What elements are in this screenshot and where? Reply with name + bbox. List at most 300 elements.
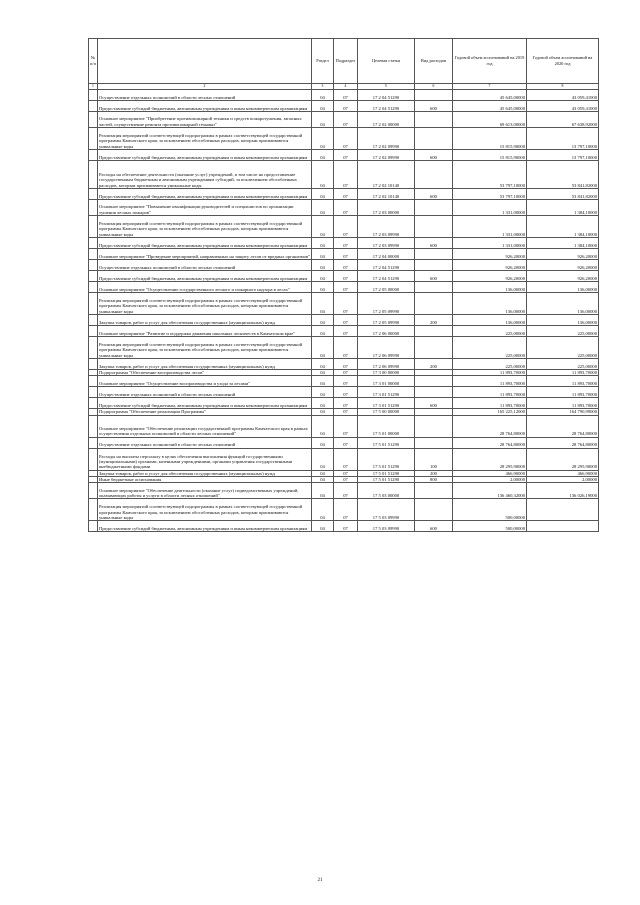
row-exp-type xyxy=(415,161,453,189)
table-row xyxy=(89,128,599,150)
row-subsection: 07 xyxy=(334,415,358,437)
row-name: Предоставление субсидий бюджетным, автономным учреждениям и иным некоммерческим организациям xyxy=(98,521,312,532)
row-section: 04 xyxy=(312,128,334,150)
row-section: 04 xyxy=(312,337,334,359)
header-exp-type: Вид расходов xyxy=(415,39,453,84)
row-target: 17 3 00 00000 xyxy=(358,370,415,376)
row-section: 04 xyxy=(312,476,334,482)
row-exp-type: 200 xyxy=(415,470,453,476)
row-number xyxy=(89,271,98,282)
row-target: 17 5 01 00000 xyxy=(358,415,415,437)
row-name: Основное мероприятие "Осуществление воспроизводства и ухода за лесами" xyxy=(98,376,312,387)
table-row xyxy=(89,409,599,415)
row-name: Основное мероприятие "Обеспечение деятельности (оказание услуг) подведомственных учреждений, оказывающих работы и услуги в области лесных отношений" xyxy=(98,483,312,499)
header-num: № п/п xyxy=(89,39,98,84)
row-name: Реализация мероприятий соответствующей подпрограммы в рамках соответствующей государственной программы Камчатского края, за исключением обособленных расходов, которым присваиваются уникальные коды xyxy=(98,337,312,359)
row-value-2019: 225,00000 xyxy=(453,326,527,337)
row-subsection: 07 xyxy=(334,293,358,315)
row-value-2020: 11 893,70000 xyxy=(527,376,599,387)
row-number xyxy=(89,260,98,271)
row-section: 04 xyxy=(312,189,334,200)
row-subsection: 07 xyxy=(334,112,358,128)
column-number: 1 xyxy=(89,84,98,90)
row-value-2019: 11 893,70000 xyxy=(453,370,527,376)
row-name: Предоставление субсидий бюджетным, автономным учреждениям и иным некоммерческим организациям xyxy=(98,238,312,249)
table-row xyxy=(89,370,599,376)
table-row xyxy=(89,90,599,101)
row-value-2020: 28 764,80000 xyxy=(527,415,599,437)
row-value-2020: 43 059,41000 xyxy=(527,90,599,101)
row-subsection: 07 xyxy=(334,337,358,359)
row-value-2020: 225,00000 xyxy=(527,326,599,337)
row-target: 17 5 00 00000 xyxy=(358,409,415,415)
table-row xyxy=(89,150,599,161)
row-section: 04 xyxy=(312,90,334,101)
row-section: 04 xyxy=(312,470,334,476)
row-subsection: 07 xyxy=(334,483,358,499)
row-name: Закупка товаров, работ и услуг для обеспечения государственных (муниципальных) нужд xyxy=(98,315,312,326)
row-target: 17 2 06 00000 xyxy=(358,326,415,337)
table-row xyxy=(89,387,599,398)
row-target: 17 2 03 09990 xyxy=(358,216,415,238)
row-name: Осуществление отдельных полномочий в области лесных отношений xyxy=(98,90,312,101)
table-row xyxy=(89,282,599,293)
row-number xyxy=(89,499,98,521)
header-2020: Годовой объем ассигнований на 2020 год xyxy=(527,39,599,84)
row-target: 17 3 01 51290 xyxy=(358,398,415,409)
header-name xyxy=(98,39,312,84)
row-section: 04 xyxy=(312,521,334,532)
row-subsection: 07 xyxy=(334,476,358,482)
row-section: 04 xyxy=(312,161,334,189)
row-value-2019: 136,00000 xyxy=(453,315,527,326)
row-target: 17 5 01 51290 xyxy=(358,470,415,476)
row-section: 04 xyxy=(312,483,334,499)
row-value-2020: 225,00000 xyxy=(527,337,599,359)
row-value-2019: 500,00000 xyxy=(453,521,527,532)
row-section: 04 xyxy=(312,359,334,370)
row-target: 17 2 05 00000 xyxy=(358,282,415,293)
table-row xyxy=(89,437,599,448)
table-row xyxy=(89,376,599,387)
row-target: 17 5 01 51290 xyxy=(358,437,415,448)
row-section: 04 xyxy=(312,150,334,161)
row-exp-type: 600 xyxy=(415,150,453,161)
table-row xyxy=(89,271,599,282)
row-number xyxy=(89,161,98,189)
table-row xyxy=(89,260,599,271)
row-value-2020: 28 295,90000 xyxy=(527,448,599,470)
table-row xyxy=(89,359,599,370)
row-number xyxy=(89,101,98,112)
row-target: 17 2 02 09990 xyxy=(358,128,415,150)
row-target: 17 2 04 51290 xyxy=(358,90,415,101)
row-value-2019: 45 645,00000 xyxy=(453,90,527,101)
row-subsection: 07 xyxy=(334,101,358,112)
row-name: Закупка товаров, работ и услуг для обеспечения государственных (муниципальных) нужд xyxy=(98,470,312,476)
column-number: 8 xyxy=(527,84,599,90)
table-header-row xyxy=(89,39,599,84)
row-section: 04 xyxy=(312,293,334,315)
row-value-2020: 164 790,99000 xyxy=(527,409,599,415)
row-name: Основное мероприятие "Обеспечение реализации государственной программы Камчатского края в рамках осуществления отдельных полномочий в области лесных отношений" xyxy=(98,415,312,437)
row-target: 17 5 03 09990 xyxy=(358,521,415,532)
row-section: 04 xyxy=(312,387,334,398)
table-row xyxy=(89,315,599,326)
row-target: 17 2 04 51290 xyxy=(358,260,415,271)
row-subsection: 07 xyxy=(334,216,358,238)
row-number xyxy=(89,448,98,470)
row-exp-type: 600 xyxy=(415,238,453,249)
row-value-2019: 45 645,00000 xyxy=(453,101,527,112)
row-exp-type: 600 xyxy=(415,398,453,409)
table-row xyxy=(89,189,599,200)
row-number xyxy=(89,200,98,216)
row-exp-type xyxy=(415,216,453,238)
row-value-2020: 136,00000 xyxy=(527,315,599,326)
row-value-2019: 11 893,70000 xyxy=(453,376,527,387)
row-value-2019: 926,20000 xyxy=(453,260,527,271)
row-section: 04 xyxy=(312,437,334,448)
row-target: 17 2 06 09990 xyxy=(358,337,415,359)
row-value-2020: 13 797,10000 xyxy=(527,128,599,150)
row-section: 04 xyxy=(312,216,334,238)
row-section: 04 xyxy=(312,260,334,271)
row-subsection: 07 xyxy=(334,249,358,260)
row-value-2020: 136 026,19000 xyxy=(527,483,599,499)
row-exp-type: 800 xyxy=(415,476,453,482)
row-name: Предоставление субсидий бюджетным, автономным учреждениям и иным некоммерческим организациям xyxy=(98,398,312,409)
row-exp-type xyxy=(415,293,453,315)
row-target: 17 3 01 51290 xyxy=(358,387,415,398)
row-value-2019: 1 331,00000 xyxy=(453,238,527,249)
table-row xyxy=(89,161,599,189)
row-value-2019: 136 460,32000 xyxy=(453,483,527,499)
row-subsection: 07 xyxy=(334,521,358,532)
row-section: 04 xyxy=(312,326,334,337)
row-number xyxy=(89,387,98,398)
row-section: 04 xyxy=(312,409,334,415)
row-name: Основное мероприятие "Осуществление государственного лесного и пожарного надзора в лесах" xyxy=(98,282,312,293)
row-number xyxy=(89,521,98,532)
row-value-2020: 43 059,41000 xyxy=(527,101,599,112)
row-name: Основное мероприятие "Проведение мероприятий, направленных на защиту лесов от вредных организмов" xyxy=(98,249,312,260)
table-row xyxy=(89,216,599,238)
row-exp-type: 600 xyxy=(415,189,453,200)
row-name: Основное мероприятие "Приобретение противопожарной техники и средств пожаротушения, запасных частей, осуществление ремонта противопожарной техники" xyxy=(98,112,312,128)
row-target: 17 5 03 09990 xyxy=(358,499,415,521)
row-subsection: 07 xyxy=(334,271,358,282)
row-exp-type: 200 xyxy=(415,315,453,326)
row-name: Предоставление субсидий бюджетным, автономным учреждениям и иным некоммерческим организациям xyxy=(98,101,312,112)
row-name: Осуществление отдельных полномочий в области лесных отношений xyxy=(98,437,312,448)
header-2019: Годовой объем ассигнований на 2019 год xyxy=(453,39,527,84)
table-row xyxy=(89,337,599,359)
row-subsection: 07 xyxy=(334,260,358,271)
row-number xyxy=(89,282,98,293)
row-number xyxy=(89,249,98,260)
row-value-2020: 11 893,70000 xyxy=(527,387,599,398)
row-value-2019: 11 893,70000 xyxy=(453,398,527,409)
row-value-2019: 2,00000 xyxy=(453,476,527,482)
row-section: 04 xyxy=(312,499,334,521)
row-exp-type xyxy=(415,437,453,448)
row-value-2019: 500,00000 xyxy=(453,499,527,521)
column-number: 4 xyxy=(334,84,358,90)
row-name: Предоставление субсидий бюджетным, автономным учреждениям и иным некоммерческим организациям xyxy=(98,189,312,200)
header-target: Целевая статья xyxy=(358,39,415,84)
row-name: Реализация мероприятий соответствующей подпрограммы в рамках соответствующей государственной программы Камчатского края, за исключением обособленных расходов, которым присваиваются уникальные коды xyxy=(98,216,312,238)
row-value-2019: 926,20000 xyxy=(453,271,527,282)
row-exp-type xyxy=(415,337,453,359)
row-subsection: 07 xyxy=(334,470,358,476)
row-value-2019: 11 893,70000 xyxy=(453,387,527,398)
row-name: Подпрограмма "Обеспечение реализации Программы" xyxy=(98,409,312,415)
row-subsection: 07 xyxy=(334,315,358,326)
row-number xyxy=(89,150,98,161)
row-target: 17 2 04 51290 xyxy=(358,101,415,112)
row-name: Подпрограмма "Обеспечение воспроизводства лесов" xyxy=(98,370,312,376)
column-number: 5 xyxy=(358,84,415,90)
row-exp-type xyxy=(415,415,453,437)
header-section: Раздел xyxy=(312,39,334,84)
row-target: 17 2 02 10140 xyxy=(358,161,415,189)
row-value-2019: 15 815,90000 xyxy=(453,128,527,150)
row-exp-type xyxy=(415,282,453,293)
row-number xyxy=(89,90,98,101)
row-exp-type: 600 xyxy=(415,101,453,112)
row-section: 04 xyxy=(312,271,334,282)
row-number xyxy=(89,376,98,387)
row-name: Основное мероприятие "Повышение квалификации руководителей и специалистов по организации тушения лесных пожаров" xyxy=(98,200,312,216)
row-subsection: 07 xyxy=(334,200,358,216)
row-exp-type xyxy=(415,483,453,499)
row-name: Иные бюджетные ассигнования xyxy=(98,476,312,482)
row-value-2019: 136,00000 xyxy=(453,293,527,315)
row-number xyxy=(89,483,98,499)
row-value-2019: 926,20000 xyxy=(453,249,527,260)
row-subsection: 07 xyxy=(334,359,358,370)
row-exp-type xyxy=(415,326,453,337)
row-name: Реализация мероприятий соответствующей подпрограммы в рамках соответствующей государственной программы Камчатского края, за исключением обособленных расходов, которым присваиваются уникальные коды xyxy=(98,499,312,521)
row-subsection: 07 xyxy=(334,376,358,387)
header-subsection: Подраздел xyxy=(334,39,358,84)
table-row xyxy=(89,448,599,470)
row-target: 17 2 05 09990 xyxy=(358,293,415,315)
row-subsection: 07 xyxy=(334,409,358,415)
row-exp-type xyxy=(415,387,453,398)
row-name: Осуществление отдельных полномочий в области лесных отношений xyxy=(98,387,312,398)
row-name: Закупка товаров, работ и услуг для обеспечения государственных (муниципальных) нужд xyxy=(98,359,312,370)
row-subsection: 07 xyxy=(334,398,358,409)
row-section: 04 xyxy=(312,415,334,437)
row-value-2019: 165 225,12000 xyxy=(453,409,527,415)
row-exp-type xyxy=(415,376,453,387)
row-value-2020: 53 841,82000 xyxy=(527,161,599,189)
row-value-2020: 136,00000 xyxy=(527,282,599,293)
row-exp-type xyxy=(415,128,453,150)
row-value-2019: 225,00000 xyxy=(453,359,527,370)
row-number xyxy=(89,189,98,200)
row-exp-type: 200 xyxy=(415,359,453,370)
row-subsection: 07 xyxy=(334,150,358,161)
table-row xyxy=(89,499,599,521)
row-value-2019: 28 764,80000 xyxy=(453,437,527,448)
row-section: 04 xyxy=(312,315,334,326)
row-value-2019: 53 797,10000 xyxy=(453,189,527,200)
row-subsection: 07 xyxy=(334,238,358,249)
row-number xyxy=(89,216,98,238)
page-number: 21 xyxy=(317,878,323,883)
row-name: Предоставление субсидий бюджетным, автономным учреждениям и иным некоммерческим организациям xyxy=(98,150,312,161)
row-number xyxy=(89,415,98,437)
row-value-2020: 225,00000 xyxy=(527,359,599,370)
table-row xyxy=(89,249,599,260)
row-value-2019: 53 797,10000 xyxy=(453,161,527,189)
row-number xyxy=(89,398,98,409)
row-value-2020: 926,20000 xyxy=(527,249,599,260)
table-row xyxy=(89,470,599,476)
row-value-2019: 28 764,80000 xyxy=(453,415,527,437)
row-number xyxy=(89,128,98,150)
row-target: 17 2 02 10140 xyxy=(358,189,415,200)
row-number xyxy=(89,238,98,249)
row-subsection: 07 xyxy=(334,387,358,398)
document-page xyxy=(88,38,598,532)
row-value-2019: 69 613,00000 xyxy=(453,112,527,128)
table-row xyxy=(89,415,599,437)
table-row xyxy=(89,112,599,128)
row-value-2020: 1 384,10000 xyxy=(527,200,599,216)
row-number xyxy=(89,112,98,128)
row-target: 17 5 03 00000 xyxy=(358,483,415,499)
row-value-2019: 28 295,90000 xyxy=(453,448,527,470)
row-section: 04 xyxy=(312,101,334,112)
row-name: Реализация мероприятий соответствующей подпрограммы в рамках соответствующей государственной программы Камчатского края, за исключением обособленных расходов, которым присваиваются уникальные коды xyxy=(98,128,312,150)
row-subsection: 07 xyxy=(334,437,358,448)
row-value-2019: 1 331,00000 xyxy=(453,200,527,216)
row-subsection: 07 xyxy=(334,370,358,376)
row-name: Расходы на выплаты персоналу в целях обеспечения выполнения функций государственными (муниципальными) органами, казенными учреждениями, органами управления государственными внебюджетными фондами xyxy=(98,448,312,470)
row-value-2019: 225,00000 xyxy=(453,337,527,359)
row-value-2019: 466,90000 xyxy=(453,470,527,476)
row-number xyxy=(89,359,98,370)
row-exp-type: 100 xyxy=(415,448,453,470)
row-value-2020 xyxy=(527,499,599,521)
row-subsection: 07 xyxy=(334,448,358,470)
row-subsection: 07 xyxy=(334,161,358,189)
row-number xyxy=(89,293,98,315)
row-number xyxy=(89,437,98,448)
table-row xyxy=(89,398,599,409)
row-target: 17 5 01 51290 xyxy=(358,476,415,482)
row-section: 04 xyxy=(312,282,334,293)
row-subsection: 07 xyxy=(334,326,358,337)
row-section: 04 xyxy=(312,370,334,376)
row-subsection: 07 xyxy=(334,282,358,293)
row-value-2019: 136,00000 xyxy=(453,282,527,293)
row-value-2020: 13 797,10000 xyxy=(527,150,599,161)
row-value-2020: 1 384,10000 xyxy=(527,216,599,238)
row-target: 17 2 06 09990 xyxy=(358,359,415,370)
table-row xyxy=(89,293,599,315)
table-row xyxy=(89,101,599,112)
row-target: 17 2 02 09990 xyxy=(358,150,415,161)
row-exp-type xyxy=(415,90,453,101)
row-section: 04 xyxy=(312,398,334,409)
table-row xyxy=(89,521,599,532)
row-value-2020: 926,20000 xyxy=(527,260,599,271)
column-number: 7 xyxy=(453,84,527,90)
table-row xyxy=(89,200,599,216)
row-subsection: 07 xyxy=(334,90,358,101)
row-value-2020: 1 384,10000 xyxy=(527,238,599,249)
row-value-2020: 136,00000 xyxy=(527,293,599,315)
row-target: 17 2 02 00000 xyxy=(358,112,415,128)
table-body xyxy=(89,90,599,532)
row-name: Основное мероприятие "Развитие и поддержка движения школьных лесничеств в Камчатском крае" xyxy=(98,326,312,337)
row-target: 17 2 04 51290 xyxy=(358,271,415,282)
row-exp-type xyxy=(415,260,453,271)
row-name: Реализация мероприятий соответствующей подпрограммы в рамках соответствующей государственной программы Камчатского края, за исключением обособленных расходов, которым присваиваются уникальные коды xyxy=(98,293,312,315)
row-target: 17 2 05 09990 xyxy=(358,315,415,326)
row-value-2020: 53 841,82000 xyxy=(527,189,599,200)
row-section: 04 xyxy=(312,376,334,387)
row-name: Расходы на обеспечение деятельности (оказание услуг) учреждений, в том числе на предоставление государственным бюджетным и автономным учреждениям субсидий, за исключением обособленных расходов, которым присваиваются уникальные коды xyxy=(98,161,312,189)
row-section: 04 xyxy=(312,448,334,470)
row-exp-type: 600 xyxy=(415,271,453,282)
row-target: 17 3 01 00000 xyxy=(358,376,415,387)
row-subsection: 07 xyxy=(334,499,358,521)
table-row xyxy=(89,326,599,337)
row-section: 04 xyxy=(312,249,334,260)
row-number xyxy=(89,326,98,337)
row-name: Предоставление субсидий бюджетным, автономным учреждениям и иным некоммерческим организациям xyxy=(98,271,312,282)
row-section: 04 xyxy=(312,112,334,128)
row-number xyxy=(89,315,98,326)
row-exp-type xyxy=(415,499,453,521)
row-value-2020: 28 764,80000 xyxy=(527,437,599,448)
row-value-2019: 15 815,90000 xyxy=(453,150,527,161)
row-name: Осуществление отдельных полномочий в области лесных отношений xyxy=(98,260,312,271)
row-value-2020: 11 893,70000 xyxy=(527,398,599,409)
row-section: 04 xyxy=(312,200,334,216)
row-subsection: 07 xyxy=(334,128,358,150)
table-row xyxy=(89,483,599,499)
row-exp-type: 600 xyxy=(415,521,453,532)
row-subsection: 07 xyxy=(334,189,358,200)
row-value-2020: 466,90000 xyxy=(527,470,599,476)
row-exp-type xyxy=(415,249,453,260)
row-target: 17 5 01 51290 xyxy=(358,448,415,470)
row-target: 17 2 03 00000 xyxy=(358,200,415,216)
column-number: 6 xyxy=(415,84,453,90)
column-number: 2 xyxy=(98,84,312,90)
row-number xyxy=(89,337,98,359)
row-value-2020: 2,00000 xyxy=(527,476,599,482)
row-value-2020: 926,20000 xyxy=(527,271,599,282)
table-row xyxy=(89,238,599,249)
row-value-2020 xyxy=(527,521,599,532)
row-value-2020: 67 638,92000 xyxy=(527,112,599,128)
budget-table xyxy=(88,38,599,532)
row-value-2019: 1 331,00000 xyxy=(453,216,527,238)
row-target: 17 2 03 09990 xyxy=(358,238,415,249)
row-target: 17 2 04 00000 xyxy=(358,249,415,260)
row-exp-type xyxy=(415,112,453,128)
row-value-2020: 11 893,70000 xyxy=(527,370,599,376)
row-exp-type xyxy=(415,200,453,216)
